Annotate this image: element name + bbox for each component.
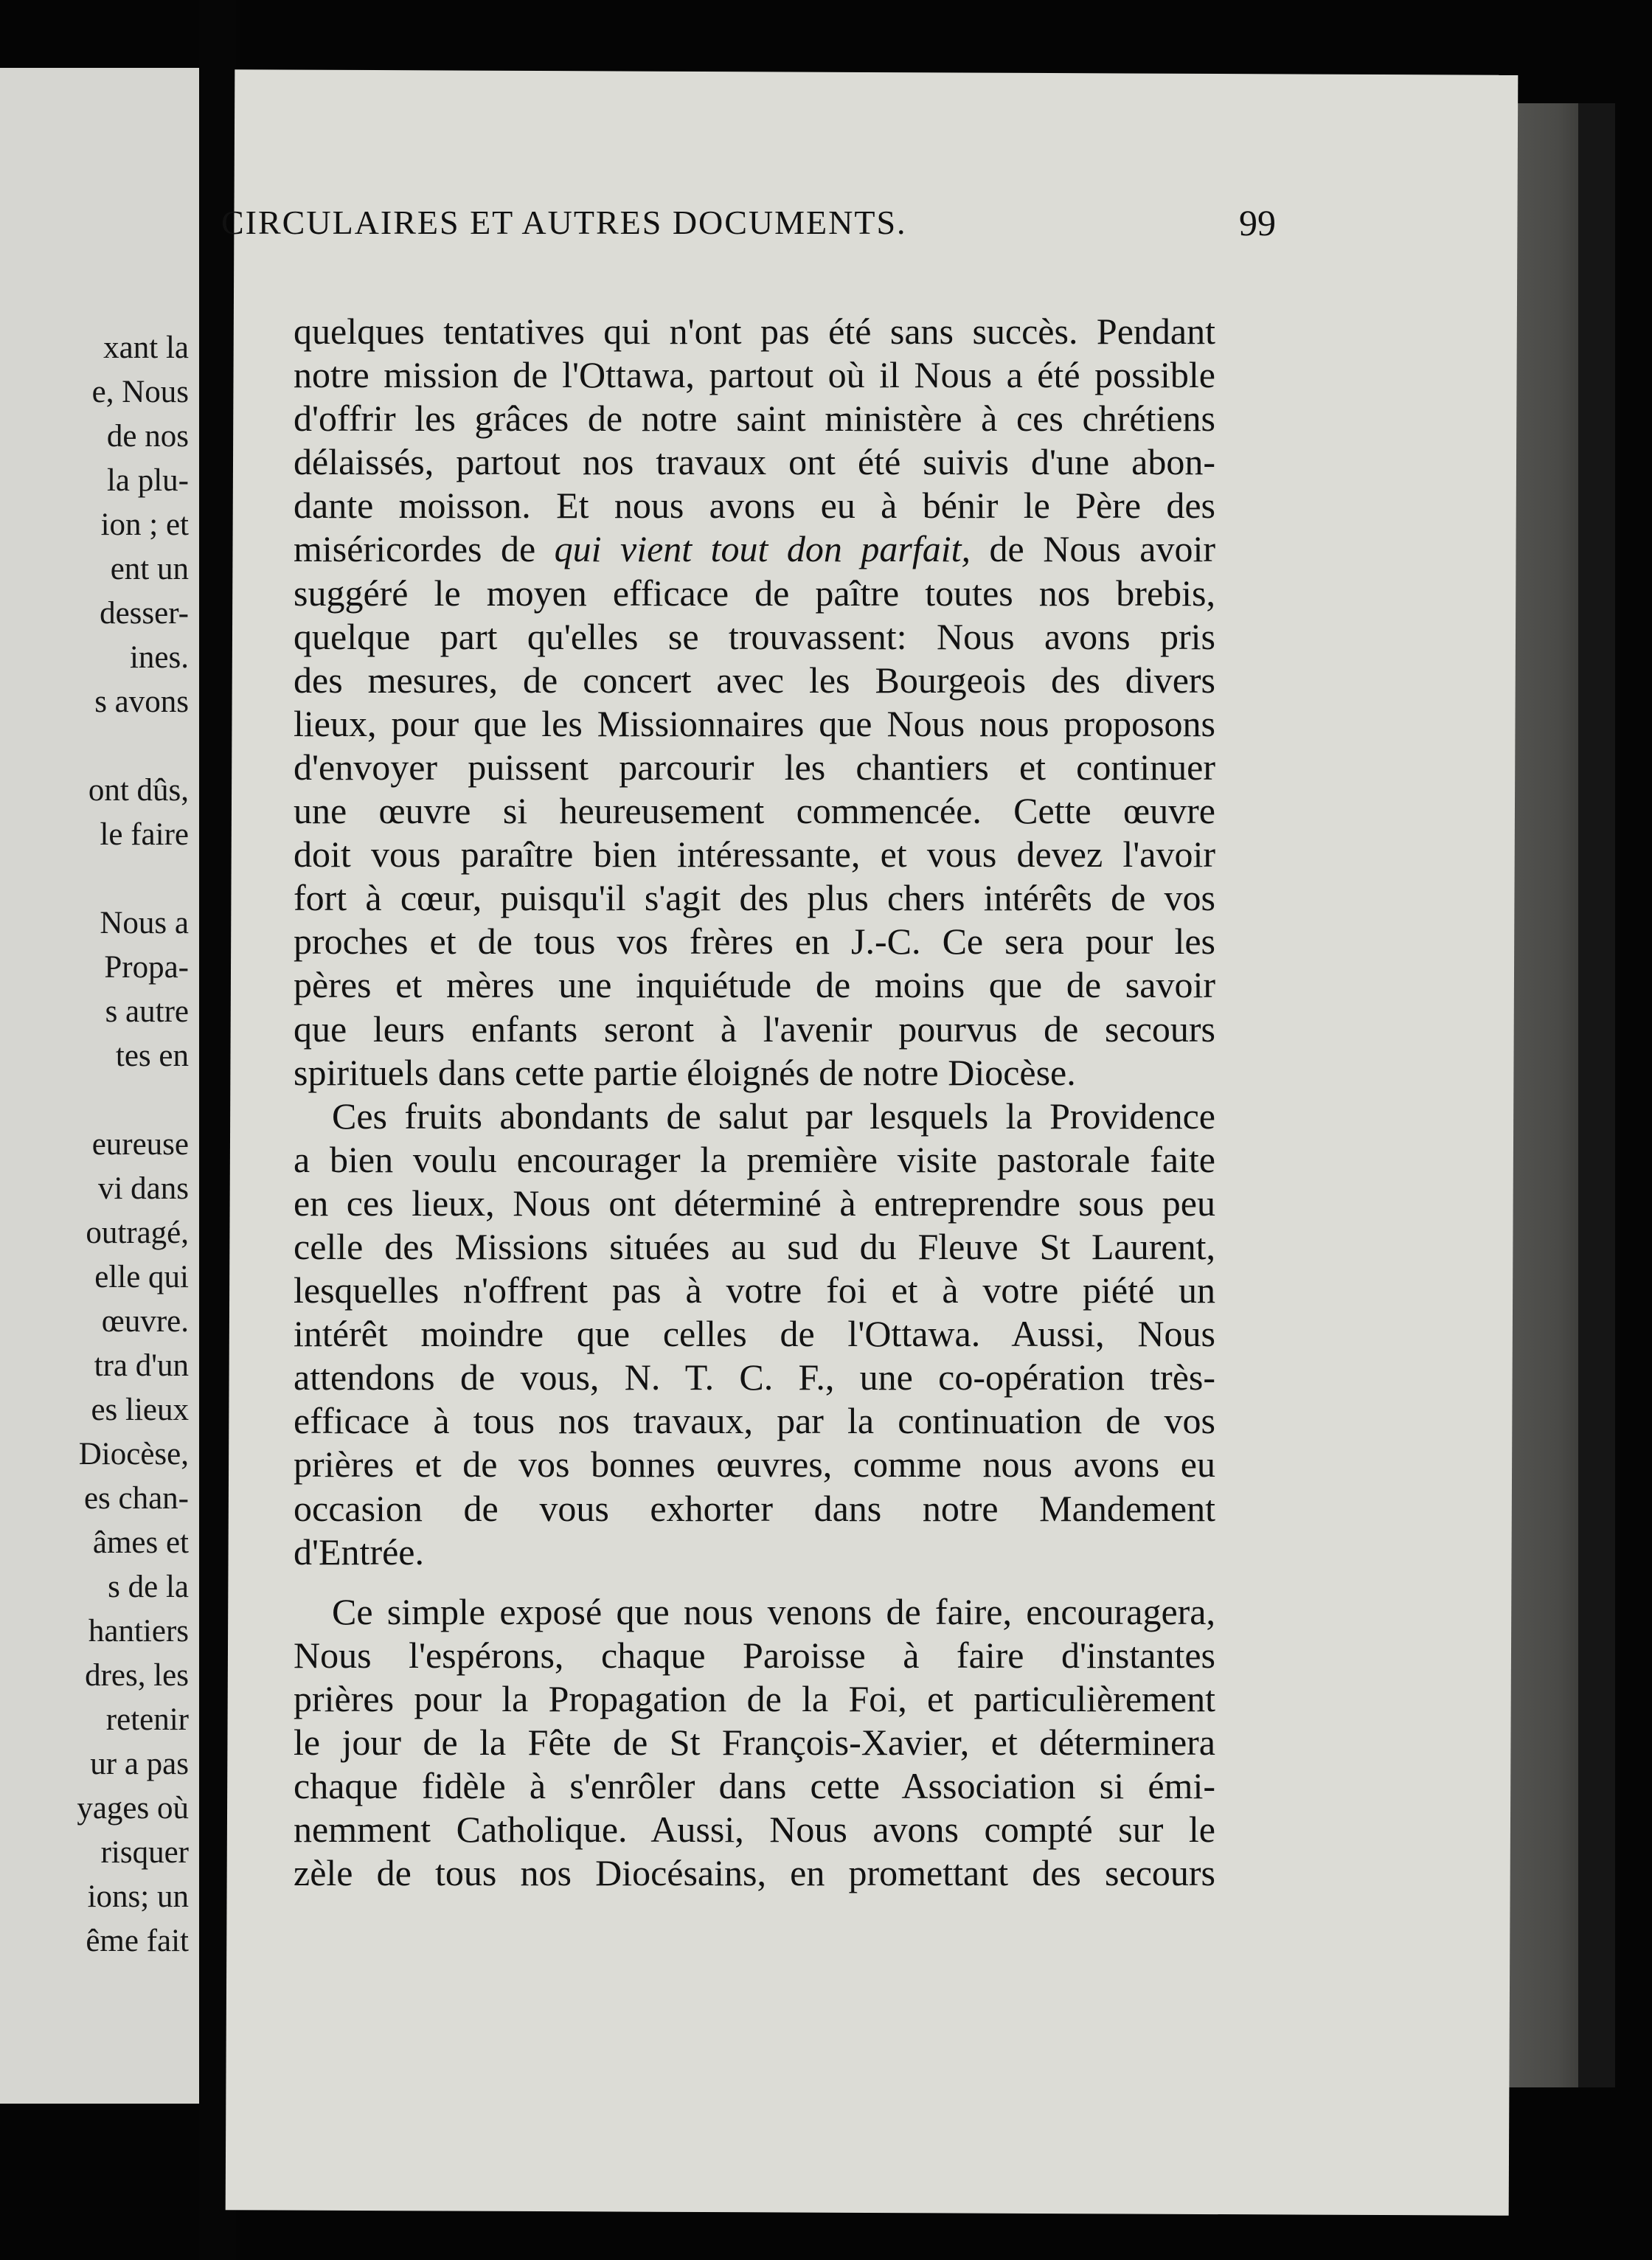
text-line: pères et mères une inquiétude de moins que de savoir <box>294 964 1215 1006</box>
left-line: s de la <box>108 1570 189 1604</box>
left-line: es chan- <box>83 1481 189 1516</box>
left-line: es lieux <box>91 1393 189 1427</box>
text-segment: miséricordes de <box>294 528 536 570</box>
page-edge-border <box>1578 103 1615 2087</box>
text-line: doit vous paraître bien intéressante, et vous devez l'avoir <box>294 833 1215 876</box>
text-line: prières et de vos bonnes œuvres, comme nous avons eu <box>294 1443 1215 1486</box>
text-line: notre mission de l'Ottawa, partout où il Nous a été possible <box>294 354 1215 396</box>
left-line: hantiers <box>88 1614 189 1649</box>
left-line: dres, les <box>85 1658 189 1693</box>
text-line: Ce simple exposé que nous venons de faire, encouragera, <box>332 1590 1215 1632</box>
left-line: retenir <box>105 1702 189 1737</box>
left-line: âmes et <box>92 1525 189 1560</box>
text-line: proches et de tous vos frères en J.-C. Ce sera pour les <box>294 921 1215 963</box>
text-line: d'offrir les grâces de notre saint ministère à ces chrétiens <box>294 398 1215 440</box>
italic-phrase: qui vient tout don parfait, <box>554 528 971 570</box>
text-line: occasion de vous exhorter dans notre Mandement <box>294 1487 1215 1529</box>
left-line: Diocèse, <box>78 1437 189 1472</box>
text-line: suggéré le moyen efficace de paître toutes nos brebis, <box>294 572 1215 614</box>
left-page-text <box>0 326 189 1963</box>
left-line: elle qui <box>94 1260 189 1294</box>
text-segment: de Nous avoir <box>989 528 1215 570</box>
text-line: quelques tentatives qui n'ont pas été sans succès. Pendant <box>294 311 1215 352</box>
text-line: dante moisson. Et nous avons eu à bénir le Père des <box>294 485 1215 527</box>
text-line: Ces fruits abondants de salut par lesquels la Providence <box>332 1095 1215 1137</box>
text-line: chaque fidèle à s'enrôler dans cette Association si émi- <box>294 1765 1215 1807</box>
text-line: prières pour la Propagation de la Foi, et particulièrement <box>294 1677 1215 1719</box>
left-line <box>0 857 189 901</box>
left-line: yages où <box>77 1791 189 1826</box>
left-line <box>0 724 189 769</box>
text-line: nemment Catholique. Aussi, Nous avons compté sur le <box>294 1809 1215 1851</box>
left-line: risquer <box>100 1835 189 1870</box>
text-line: le jour de la Fête de St François-Xavier, et déterminera <box>294 1722 1215 1763</box>
left-line: eureuse <box>91 1127 189 1162</box>
text-line: spirituels dans cette partie éloignés de notre Diocèse. <box>294 1051 1076 1093</box>
left-facing-page <box>0 68 199 2104</box>
text-line: en ces lieux, Nous ont déterminé à entreprendre sous peu <box>294 1182 1215 1224</box>
left-line: Propa- <box>104 950 189 985</box>
text-line <box>294 527 1215 571</box>
text-line: d'envoyer puissent parcourir les chantiers et continuer <box>294 746 1215 788</box>
text-line: fort à cœur, puisqu'il s'agit des plus chers intérêts de vos <box>294 877 1215 919</box>
left-line: ion ; et <box>100 507 189 542</box>
text-line: celle des Missions situées au sud du Fleuve St Laurent, <box>294 1225 1215 1267</box>
text-line: a bien voulu encourager la première visite pastorale faite <box>294 1138 1215 1180</box>
left-line <box>0 1078 189 1123</box>
text-line: Nous l'espérons, chaque Paroisse à faire d'instantes <box>294 1634 1215 1676</box>
page-number: 99 <box>1239 202 1276 243</box>
left-line: le faire <box>100 817 189 852</box>
text-line: quelque part qu'elles se trouvassent: Nous avons pris <box>294 615 1215 657</box>
left-line: ont dûs, <box>88 773 189 808</box>
text-line: efficace à tous nos travaux, par la continuation de vos <box>294 1400 1215 1442</box>
left-line: tra d'un <box>94 1348 189 1383</box>
left-line: desser- <box>100 596 189 631</box>
page-header <box>221 195 1276 257</box>
body-text <box>294 310 1215 1895</box>
left-line: de nos <box>106 419 189 454</box>
left-line: Nous a <box>100 906 189 940</box>
left-line: ur a pas <box>90 1747 189 1781</box>
left-line: vi dans <box>97 1171 189 1206</box>
text-line: que leurs enfants seront à l'avenir pourvus de secours <box>294 1008 1215 1050</box>
left-line: tes en <box>115 1039 189 1073</box>
left-line: ême fait <box>86 1924 189 1958</box>
text-line: attendons de vous, N. T. C. F., une co-opération très- <box>294 1356 1215 1398</box>
left-line: s autre <box>105 994 189 1029</box>
text-line: lesquelles n'offrent pas à votre foi et à votre piété un <box>294 1269 1215 1311</box>
text-line: intérêt moindre que celles de l'Ottawa. Aussi, Nous <box>294 1313 1215 1355</box>
paragraph-gap <box>294 1574 1215 1590</box>
left-line: ines. <box>129 640 189 675</box>
left-line: œuvre. <box>101 1304 189 1339</box>
left-line: e, Nous <box>91 375 189 409</box>
text-line: une œuvre si heureusement commencée. Cette œuvre <box>294 790 1215 832</box>
text-line: zèle de tous nos Diocésains, en promettant des secours <box>294 1852 1215 1894</box>
left-line: ent un <box>110 552 189 586</box>
left-line: outragé, <box>86 1216 189 1250</box>
text-line: lieux, pour que les Missionnaires que Nous nous proposons <box>294 702 1215 744</box>
left-line: xant la <box>103 330 189 365</box>
left-line: ions; un <box>87 1879 189 1914</box>
text-line: délaissés, partout nos travaux ont été suivis d'une abon- <box>294 441 1215 483</box>
left-line: la plu- <box>106 463 189 498</box>
left-line: s avons <box>94 684 189 719</box>
text-line: d'Entrée. <box>294 1531 424 1573</box>
text-line: des mesures, de concert avec les Bourgeois des divers <box>294 659 1215 701</box>
running-head: CIRCULAIRES ET AUTRES DOCUMENTS. <box>221 204 907 241</box>
